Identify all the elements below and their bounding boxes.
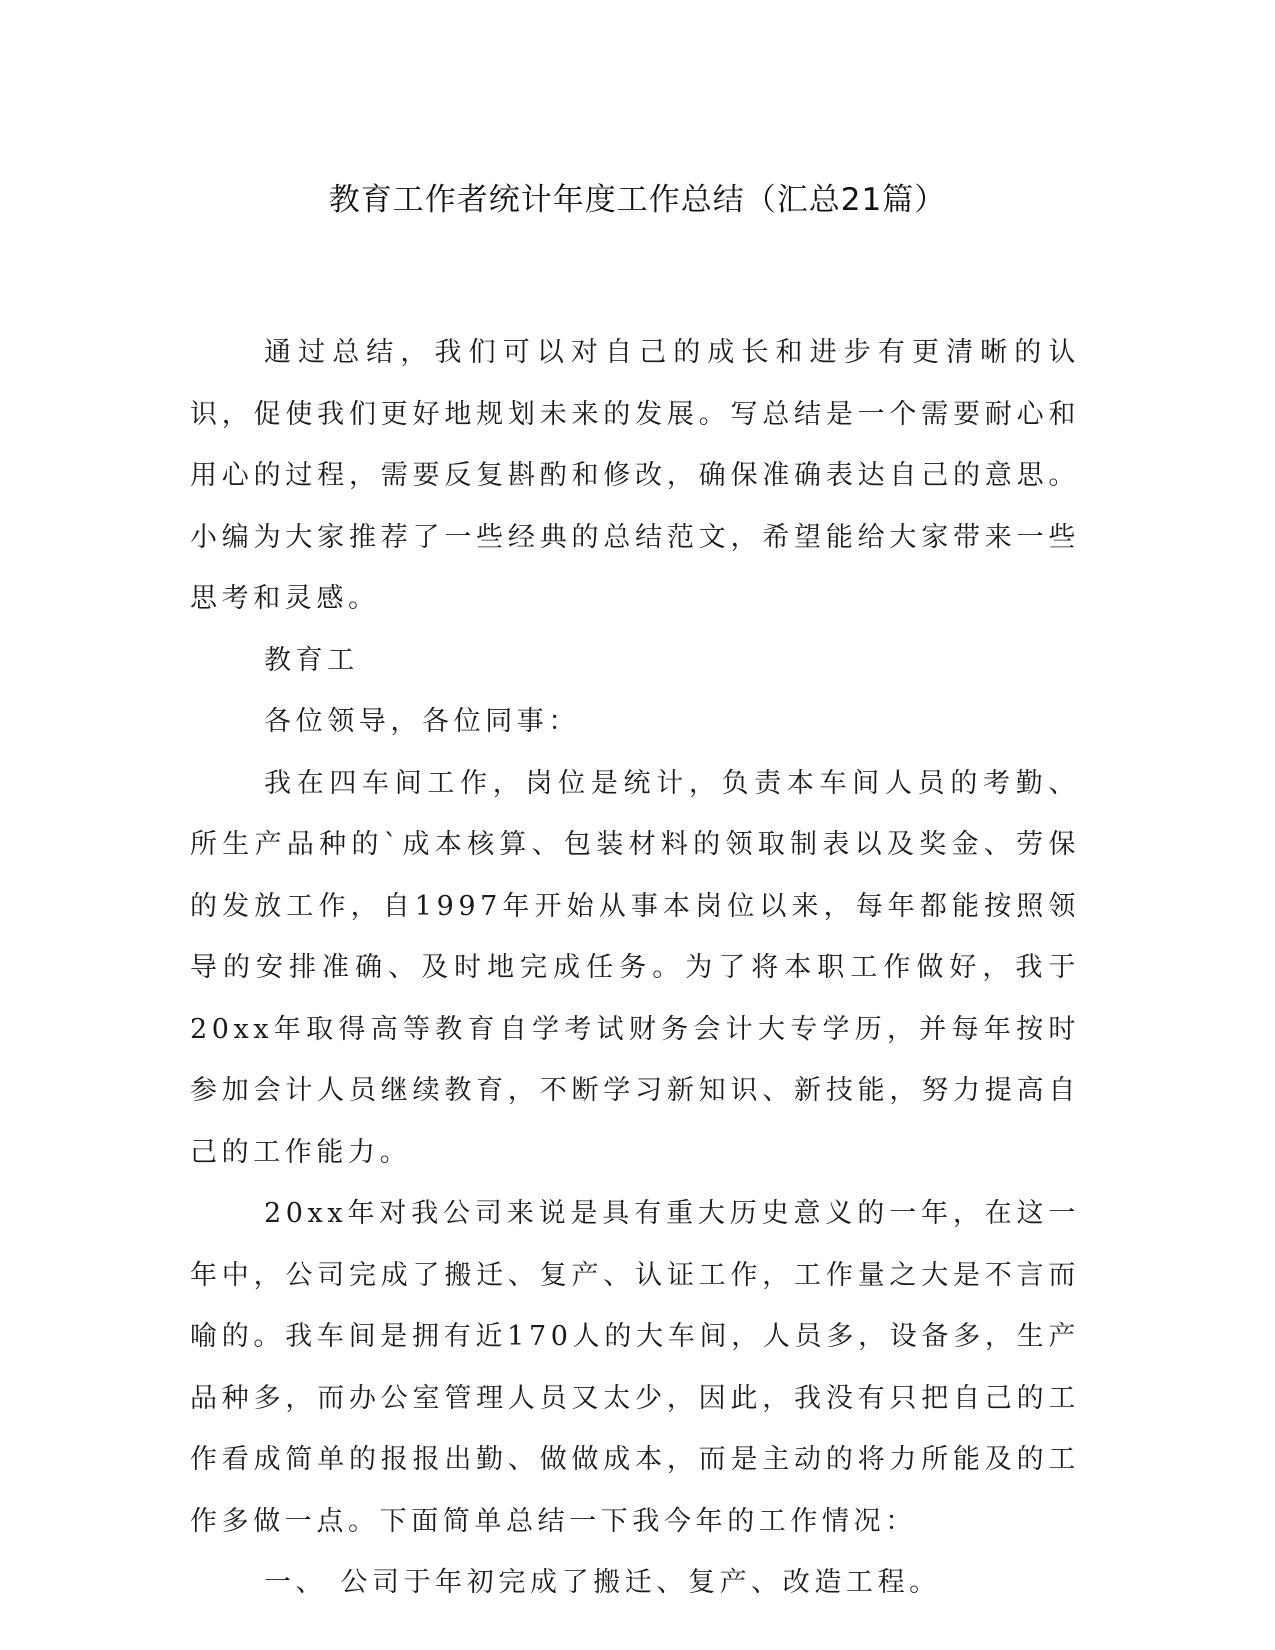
section-heading: 教育工 xyxy=(264,644,359,676)
body-paragraph: 20xx年对我公司来说是具有重大历史意义的一年，在这一年中，公司完成了搬迁、复产、认证工作，工作量之大是不言而喻的。我车间是拥有近170人的大车间，人员多，设备多，生产品种多，而办公室管理人员又太少，因此，我没有只把自己的工作看成简单的报报出勤、做做成本，而是主动的将力所能及的工作多做一点。下面简单总结一下我今年的工作情况： xyxy=(190,1198,1080,1537)
intro-paragraph: 通过总结，我们可以对自己的成长和进步有更清晰的认识，促使我们更好地规划未来的发展。写总结是一个需要耐心和用心的过程，需要反复斟酌和修改，确保准确表达自己的意思。小编为大家推荐了一些经典的总结范文，希望能给大家带来一些思考和灵感。 xyxy=(190,337,1080,614)
salutation: 各位领导，各位同事： xyxy=(264,706,580,737)
document-body xyxy=(190,322,1080,1614)
document-title: 教育工作者统计年度工作总结（汇总21篇） xyxy=(328,182,947,218)
body-paragraph: 我在四车间工作，岗位是统计，负责本车间人员的考勤、所生产品种的`成本核算、包装材料的领取制表以及奖金、劳保的发放工作，自1997年开始从事本岗位以来，每年都能按照领导的安排准确、及时地完成任务。为了将本职工作做好，我于20xx年取得高等教育自学考试财务会计大专学历，并每年按时参加会计人员继续教育，不断学习新知识、新技能，努力提高自己的工作能力。 xyxy=(190,767,1080,1168)
list-item: 一、 公司于年初完成了搬迁、复产、改造工程。 xyxy=(264,1567,941,1598)
